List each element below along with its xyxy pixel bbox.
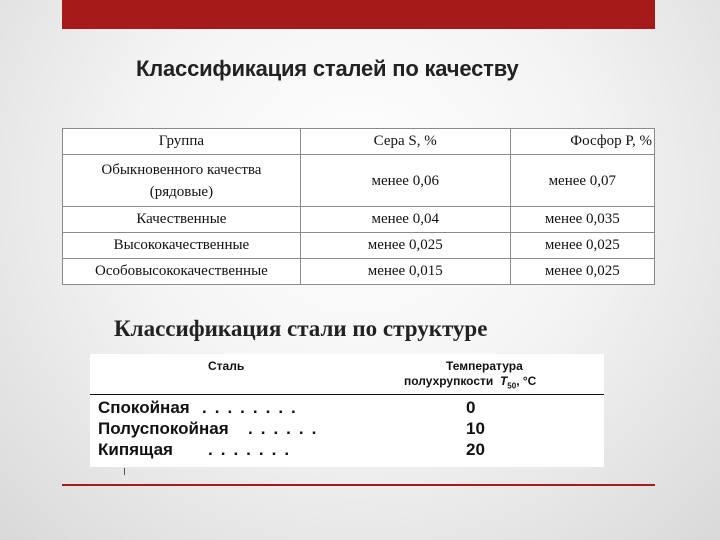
structure-table-image (90, 354, 604, 467)
header-temperature: Температура (446, 359, 523, 373)
phosphorus-cell: менее 0,035 (510, 207, 654, 233)
steel-name: Спокойная (98, 398, 190, 417)
phosphorus-cell: менее 0,07 (510, 155, 654, 207)
phosphorus-cell: менее 0,025 (510, 259, 654, 285)
leader-dots: ....... (208, 440, 298, 459)
group-cell: Особовысококачественные (63, 259, 301, 285)
group-cell: Качественные (63, 207, 301, 233)
header-group: Группа (63, 129, 301, 155)
table-row (63, 259, 655, 285)
table-row (63, 233, 655, 259)
group-cell (63, 155, 301, 207)
leader-dots: ........ (202, 398, 304, 417)
phosphorus-cell: менее 0,025 (510, 233, 654, 259)
steel-value: 20 (466, 440, 485, 459)
quality-table-header (63, 129, 655, 155)
sulfur-cell: менее 0,06 (300, 155, 510, 207)
table-row (63, 155, 655, 207)
sulfur-cell: менее 0,025 (300, 233, 510, 259)
header-temp-subscript: 50 (507, 381, 517, 391)
bottom-accent-line (62, 484, 655, 486)
steel-name: Полуспокойная (98, 419, 229, 438)
top-accent-bar (62, 0, 655, 29)
header-phosphorus: Фосфор P, % (510, 129, 654, 155)
header-divider (90, 394, 604, 395)
header-steel: Сталь (208, 359, 245, 373)
sulfur-cell: менее 0,015 (300, 259, 510, 285)
header-temperature-line2 (404, 374, 536, 390)
sulfur-cell: менее 0,04 (300, 207, 510, 233)
scan-mark (124, 468, 125, 475)
table-row (63, 207, 655, 233)
steel-name: Кипящая (98, 440, 173, 459)
title-structure: Классификация стали по структуре (114, 316, 488, 341)
header-temp-symbol: T (499, 374, 508, 388)
title-quality: Классификация сталей по качеству (136, 56, 519, 81)
steel-value: 10 (466, 419, 485, 438)
header-temp-prefix: полухрупкости (404, 374, 494, 388)
group-label-line2: (рядовые) (149, 183, 214, 200)
header-temp-unit: , °C (516, 374, 537, 388)
header-sulfur: Сера S, % (300, 129, 510, 155)
steel-value: 0 (466, 398, 476, 417)
leader-dots: ...... (248, 419, 325, 438)
quality-table (62, 128, 655, 285)
group-label-line1: Обыкновенного качества (101, 161, 262, 178)
group-cell: Высококачественные (63, 233, 301, 259)
